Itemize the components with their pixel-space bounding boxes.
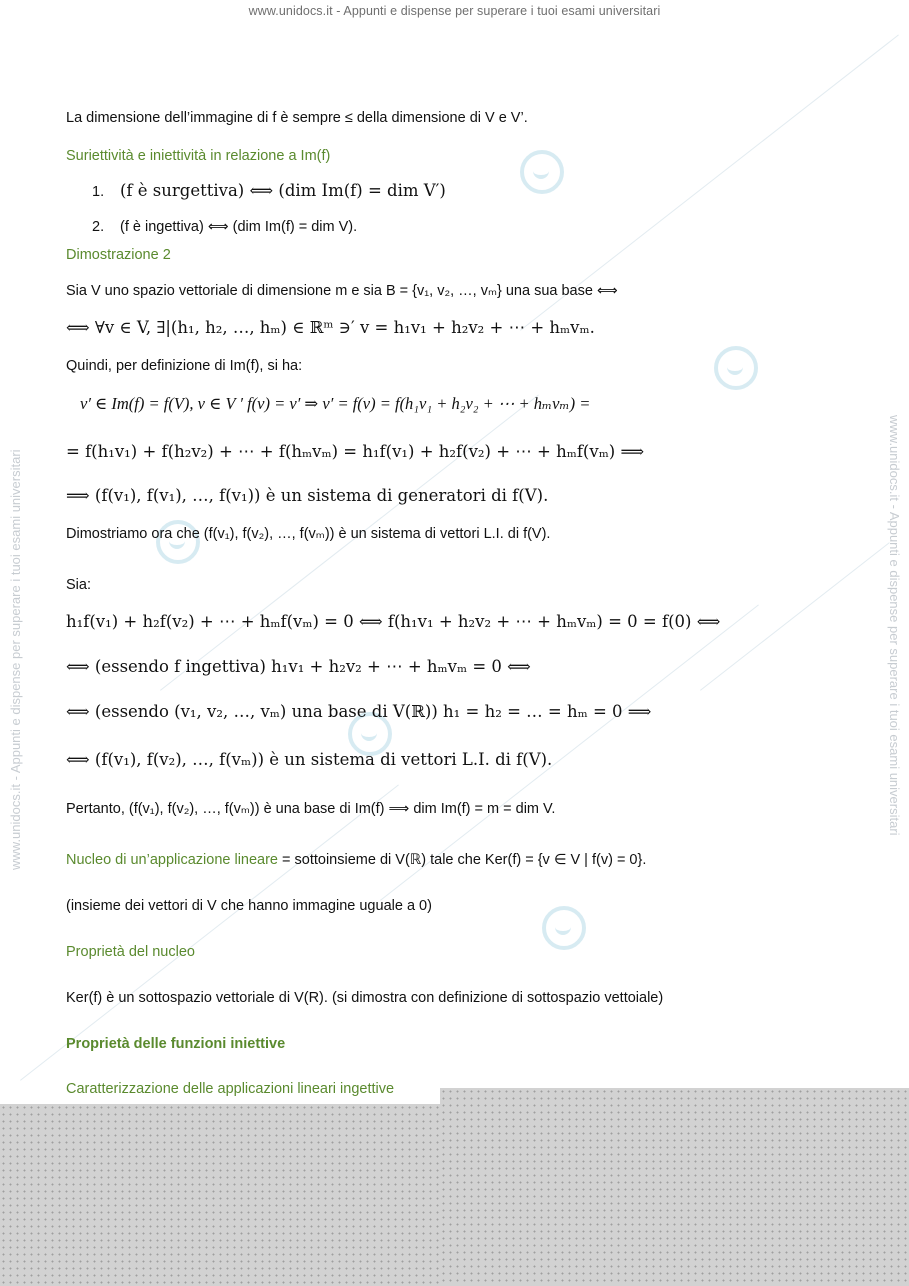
paragraph-dimension: La dimensione dell’immagine di f è sempre ≤ della dimensione di V e V’. [66,110,528,126]
paragraph-base: Sia V uno spazio vettoriale di dimensione m e sia B = {v₁, v₂, …, vₘ} una sua base ⟺ [66,283,618,299]
unidocs-logo-icon [520,150,564,194]
paragraph-quindi: Quindi, per definizione di Im(f), si ha: [66,358,303,374]
paragraph-pertanto: Pertanto, (f(v₁), f(v₂), …, f(vₘ)) è una base di Im(f) ⟹ dim Im(f) = m = dim V. [66,801,556,817]
formula-line: v′ ∈ Im(f) = f(V), v ∈ V ′ f(v) = v′ ⇒ v′ = f(v) = f(h₁v₁ + h₂v₂ + ⋯ + hₘvₘ) = [80,394,591,413]
list-number: 1. [92,184,105,200]
formula-line: ⟹ (f(v₁), f(v₁), …, f(v₁)) è un sistema di generatori di f(V). [66,486,549,505]
paragraph-nucleo [66,852,646,868]
preview-cutoff-pattern [440,1088,909,1286]
heading-suriettivita: Suriettività e iniettività in relazione a Im(f) [66,148,331,164]
unidocs-logo-icon [714,346,758,390]
preview-cutoff-pattern [0,1104,440,1286]
list-number: 2. [92,219,105,235]
unidocs-logo-icon [542,906,586,950]
list-text: (f è ingettiva) ⟺ (dim Im(f) = dim V). [120,219,358,235]
watermark-line [700,542,890,691]
formula-line: = f(h₁v₁) + f(h₂v₂) + ⋯ + f(hₘvₘ) = h₁f(v₁) + h₂f(v₂) + ⋯ + hₘf(vₘ) ⟹ [66,442,645,461]
list-text: (f è surgettiva) ⟺ (dim Im(f) = dim V′) [120,181,446,200]
heading-caratterizzazione: Caratterizzazione delle applicazioni lineari ingettive [66,1081,395,1097]
side-watermark-left: www.unidocs.it - Appunti e dispense per superare i tuoi esami universitari [8,449,23,870]
paragraph-ker: Ker(f) è un sottospazio vettoriale di V(R). (si dimostra con definizione di sottospazio vettoiale) [66,990,664,1006]
heading-proprieta-nucleo: Proprietà del nucleo [66,944,195,960]
formula-line: ⟺ (essendo (v₁, v₂, …, vₘ) una base di V(ℝ)) h₁ = h₂ = … = hₘ = 0 ⟹ [66,702,652,721]
nucleo-term: Nucleo di un’applicazione lineare [66,852,278,868]
formula-line: ⟺ (f(v₁), f(v₂), …, f(vₘ)) è un sistema di vettori L.I. di f(V). [66,750,553,769]
paragraph-dimostriamo: Dimostriamo ora che (f(v₁), f(v₂), …, f(vₘ)) è un sistema di vettori L.I. di f(V). [66,526,551,542]
paragraph-insieme: (insieme dei vettori di V che hanno immagine uguale a 0) [66,898,432,914]
watermark-line [160,394,539,690]
side-watermark-right: www.unidocs.it - Appunti e dispense per superare i tuoi esami universitari [887,415,902,836]
paragraph-sia: Sia: [66,577,91,593]
list-item [92,181,446,200]
formula-line: ⟺ (essendo f ingettiva) h₁v₁ + h₂v₂ + ⋯ + hₘvₘ = 0 ⟺ [66,657,531,676]
header-url: www.unidocs.it - Appunti e dispense per superare i tuoi esami universitari [248,4,661,18]
formula-line: ⟺ ∀v ∈ V, ∃|(h₁, h₂, …, hₘ) ∈ ℝᵐ ∋′ v = h₁v₁ + h₂v₂ + ⋯ + hₘvₘ. [66,318,595,337]
nucleo-definition: = sottoinsieme di V(ℝ) tale che Ker(f) = {v ∈ V | f(v) = 0}. [278,852,647,868]
list-item [92,219,357,235]
heading-funzioni-iniettive: Proprietà delle funzioni iniettive [66,1036,286,1052]
heading-dimostrazione: Dimostrazione 2 [66,247,171,263]
formula-line: h₁f(v₁) + h₂f(v₂) + ⋯ + hₘf(vₘ) = 0 ⟺ f(h₁v₁ + h₂v₂ + ⋯ + hₘvₘ) = 0 = f(0) ⟺ [66,612,721,631]
